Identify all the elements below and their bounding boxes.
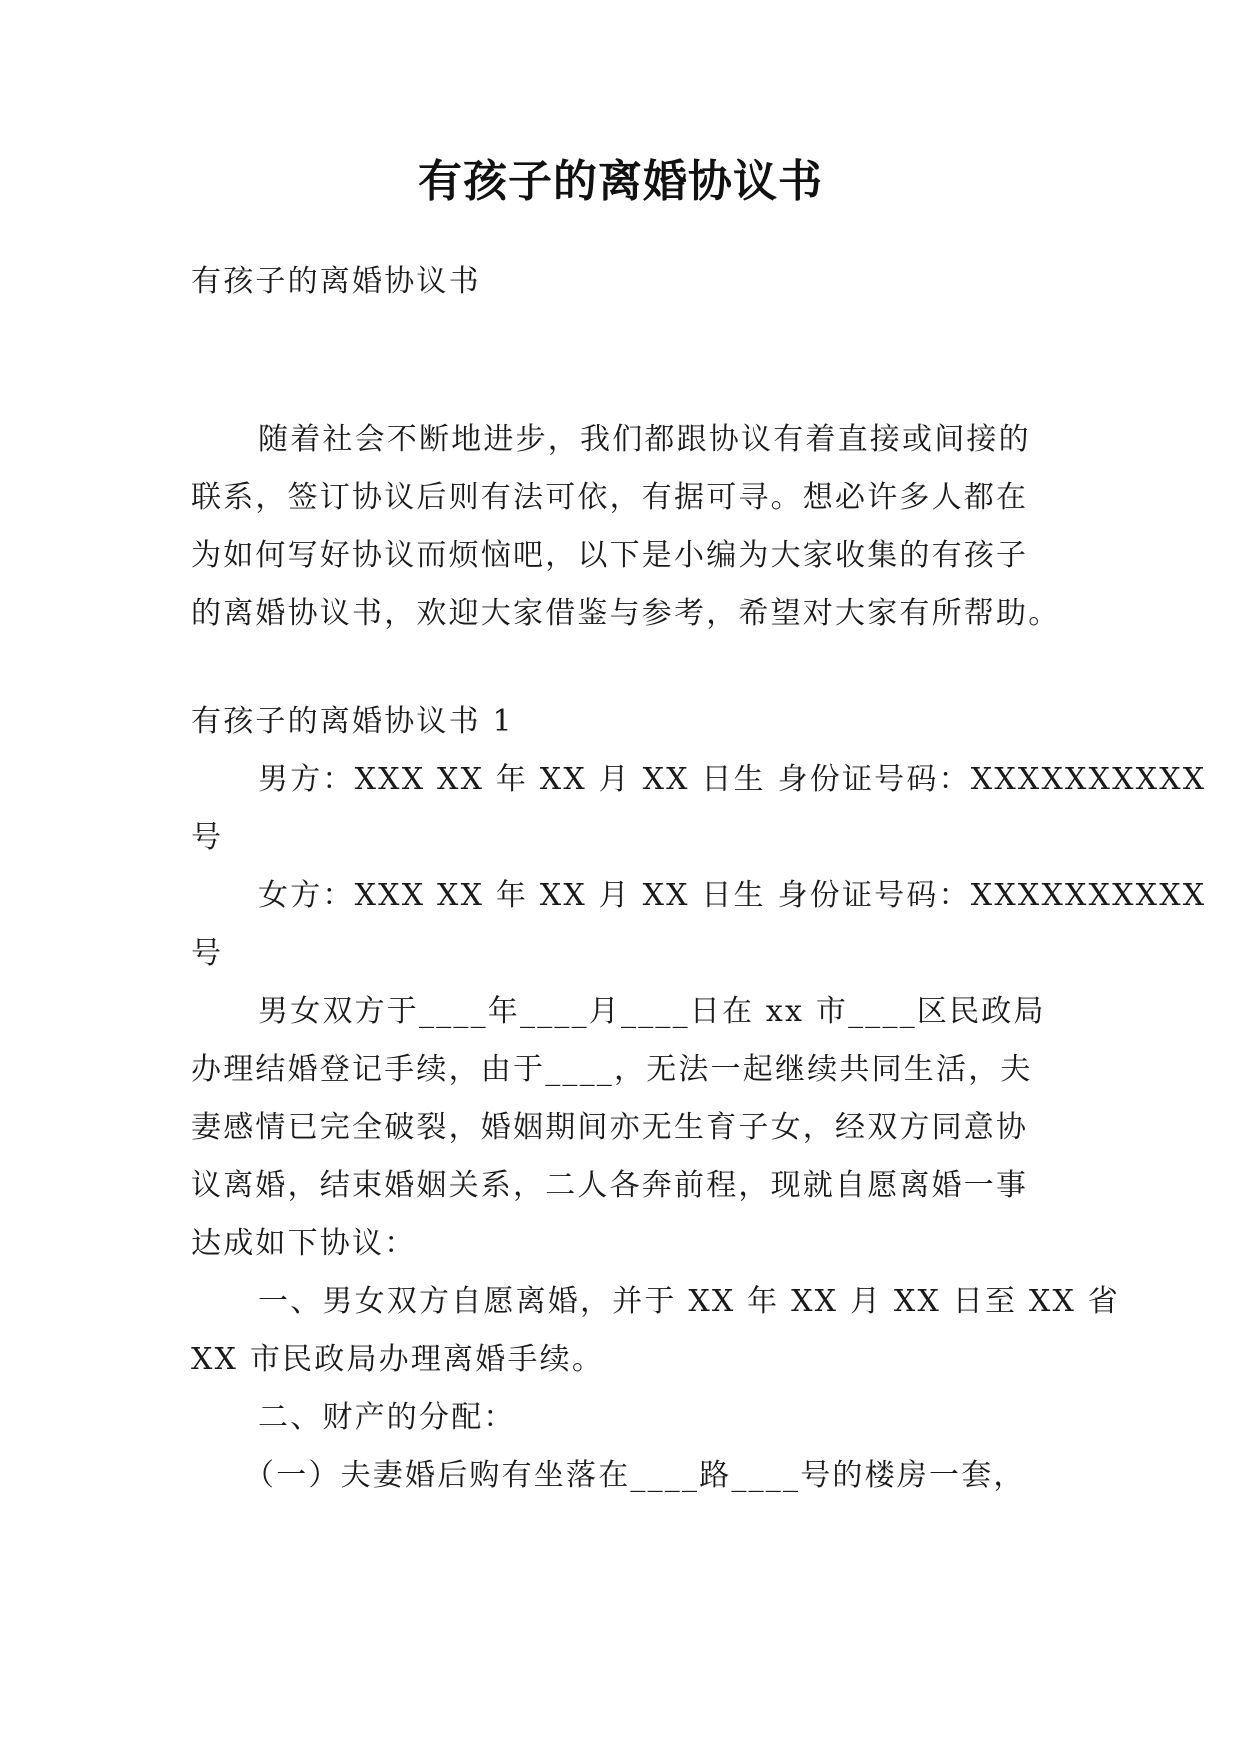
document-title: 有孩子的离婚协议书 <box>418 156 823 207</box>
husband-line: 男方：XXX XX 年 XX 月 XX 日生 身份证号码：XXXXXXXXXX <box>258 762 1207 797</box>
wife-line: 号 <box>191 936 224 971</box>
intro-line: 随着社会不断地进步，我们都跟协议有着直接或间接的 <box>258 422 1031 457</box>
statement-line: 妻感情已完全破裂，婚姻期间亦无生育子女，经双方同意协 <box>191 1110 1029 1145</box>
intro-line: 联系，签订协议后则有法可依，有据可寻。想必许多人都在 <box>191 480 1029 515</box>
document-subtitle: 有孩子的离婚协议书 <box>191 264 481 299</box>
clause-1-line: XX 市民政局办理离婚手续。 <box>191 1342 605 1377</box>
clause-1-line: 一、男女双方自愿离婚，并于 XX 年 XX 月 XX 日至 XX 省 <box>258 1284 1120 1319</box>
statement-line: 男女双方于____年____月____日在 xx 市____区民政局 <box>258 994 1046 1029</box>
clause-2-heading: 二、财产的分配： <box>258 1400 516 1435</box>
section-heading: 有孩子的离婚协议书 1 <box>191 704 514 739</box>
intro-line: 为如何写好协议而烦恼吧，以下是小编为大家收集的有孩子 <box>191 538 1029 573</box>
statement-line: 议离婚，结束婚姻关系，二人各奔前程，现就自愿离婚一事 <box>191 1168 1029 1203</box>
clause-2-item-1: （一）夫妻婚后购有坐落在____路____号的楼房一套， <box>244 1458 1026 1493</box>
wife-line: 女方：XXX XX 年 XX 月 XX 日生 身份证号码：XXXXXXXXXX <box>258 878 1207 913</box>
intro-line: 的离婚协议书，欢迎大家借鉴与参考，希望对大家有所帮助。 <box>191 596 1061 631</box>
statement-line: 达成如下协议： <box>191 1226 417 1261</box>
statement-line: 办理结婚登记手续，由于____，无法一起继续共同生活，夫 <box>191 1052 1033 1087</box>
husband-line: 号 <box>191 820 224 855</box>
